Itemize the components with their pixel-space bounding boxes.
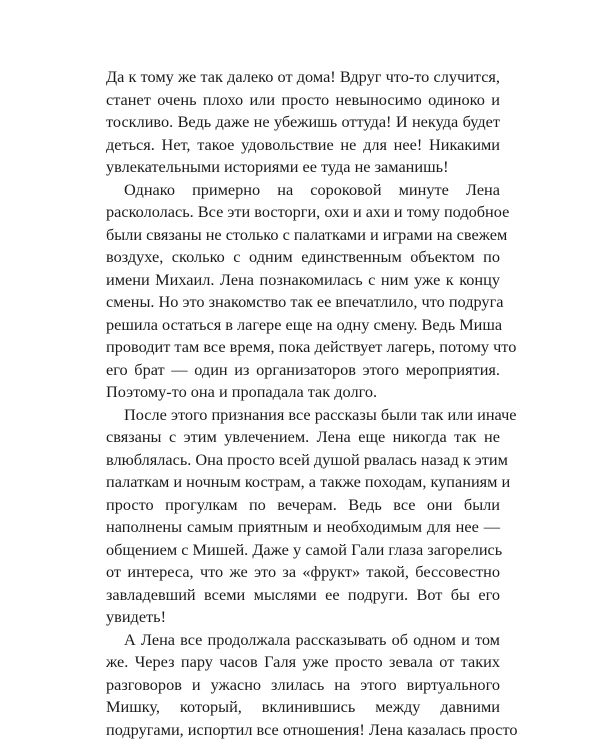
- text-line: же. Через пару часов Галя уже просто зевала от таких: [106, 652, 500, 671]
- text-line: тоскливо. Ведь даже не убежишь оттуда! И некуда будет: [106, 112, 500, 131]
- text-line: завладевший всеми мыслями ее подруги. Вот бы его: [106, 584, 500, 604]
- text-line: смены. Но это знакомство так ее впечатлило, что подруга: [106, 292, 504, 311]
- paragraph-2: [106, 179, 517, 404]
- text-line: После этого признания все рассказы были так или иначе: [124, 404, 517, 424]
- paragraph-4: [106, 629, 518, 742]
- book-page: [106, 66, 518, 741]
- text-line: Мишку, который, вклинившись между давними: [106, 697, 500, 716]
- text-line: его брат — один из организаторов этого мероприятия.: [106, 359, 500, 379]
- text-line: от интереса, что же это за «фрукт» такой, бессовестно: [106, 562, 500, 581]
- text-line: Поэтому-то она и пропадала так долго.: [106, 382, 378, 401]
- text-line: Да к тому же так далеко от дома! Вдруг что-то случится,: [106, 67, 500, 86]
- paragraph-3: [106, 404, 517, 629]
- text-line: связаны с этим увлечением. Лена еще никогда так не: [106, 427, 500, 446]
- text-line: станет очень плохо или просто невыносимо одиноко и: [106, 89, 500, 109]
- text-line: деться. Нет, такое удовольствие не для нее! Никакими: [106, 134, 500, 154]
- paragraph-1: [106, 66, 500, 179]
- text-line: увлекательными историями ее туда не заманишь!: [106, 157, 449, 176]
- text-line: решила остаться в лагере еще на одну смену. Ведь Миша: [106, 314, 503, 334]
- text-line: А Лена все продолжала рассказывать об одном и том: [124, 629, 500, 649]
- text-line: палаткам и ночным кострам, а также походам, купаниям и: [106, 472, 511, 491]
- text-line: Однако примерно на сороковой минуте Лена: [124, 179, 500, 199]
- text-line: общением с Мишей. Даже у самой Гали глаза загорелись: [106, 539, 503, 559]
- text-line: подругами, испортил все отношения! Лена казалась просто: [106, 719, 518, 739]
- text-line: разговоров и ужасно злилась на этого виртуального: [106, 674, 500, 694]
- text-line: воздухе, сколько с одним единственным объектом по: [106, 247, 500, 266]
- text-line: просто прогулкам по вечерам. Ведь все они были: [106, 494, 500, 514]
- text-line: имени Михаил. Лена познакомилась с ним уже к концу: [106, 269, 500, 289]
- text-line: раскололась. Все эти восторги, охи и ахи и тому подобное: [106, 202, 510, 221]
- text-line: были связаны не столько с палатками и играми на свежем: [106, 224, 508, 244]
- text-line: наполнены самым приятным и необходимым для нее —: [106, 517, 500, 536]
- text-line: влюблялась. Она просто всей душой рвалась назад к этим: [106, 449, 508, 469]
- text-line: увидеть!: [106, 607, 167, 626]
- text-line: проводит там все время, пока действует лагерь, потому что: [106, 337, 517, 356]
